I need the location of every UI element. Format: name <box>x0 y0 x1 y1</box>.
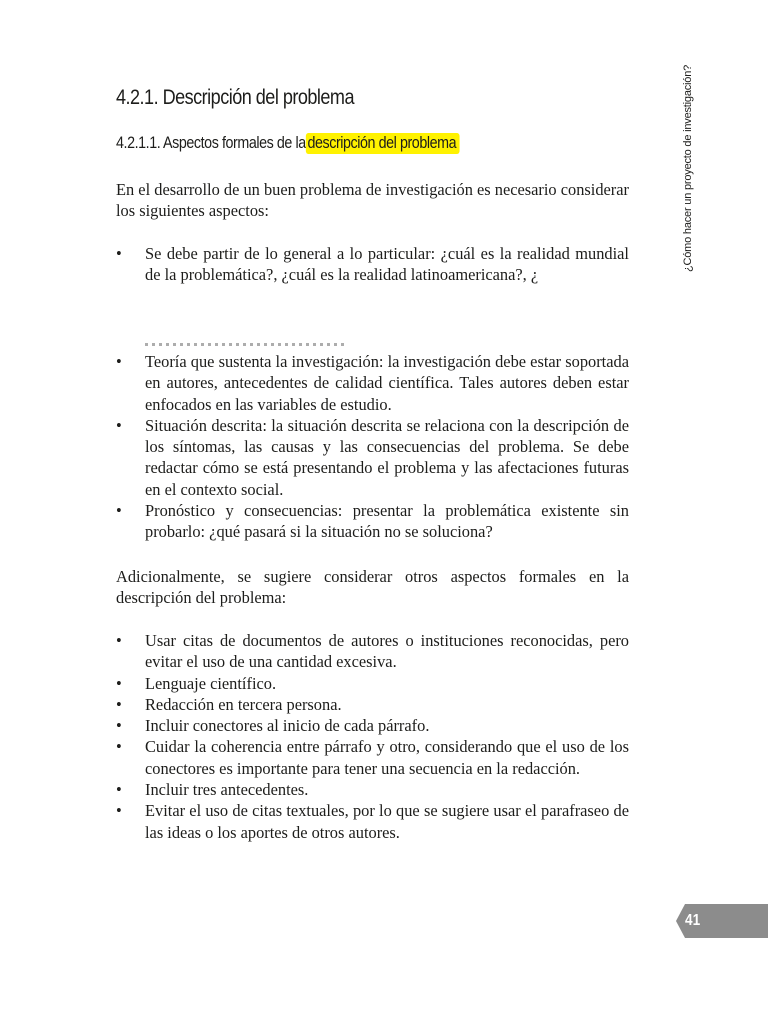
bullet-icon: • <box>116 352 122 371</box>
list-item <box>116 415 629 500</box>
list-item-text: Evitar el uso de citas textuales, por lo que se sugiere usar el parafraseo de las ideas o los aportes de otros autores. <box>145 801 629 842</box>
subsection-title <box>116 133 459 153</box>
additional-paragraph: Adicionalmente, se sugiere considerar otros aspectos formales en la descripción del problema: <box>116 567 629 608</box>
bullet-icon: • <box>116 737 122 757</box>
list-item <box>116 673 629 694</box>
list-item <box>116 243 629 286</box>
list-item <box>116 715 629 736</box>
list-item <box>116 800 629 843</box>
bullet-icon: • <box>116 780 122 800</box>
list-item <box>116 694 629 715</box>
highlighted-text: descripción del problema <box>306 133 460 154</box>
bullet-icon: • <box>116 501 122 521</box>
bullet-icon: • <box>116 673 122 693</box>
bullet-icon: • <box>116 631 122 650</box>
aspects-list <box>116 243 629 286</box>
bullet-icon: • <box>116 694 122 714</box>
bullet-icon: • <box>116 801 122 821</box>
list-item-text: Incluir tres antecedentes. <box>145 780 309 800</box>
bullet-icon: • <box>116 716 122 736</box>
section-title: 4.2.1. Descripción del problema <box>116 86 354 109</box>
list-item <box>116 351 629 415</box>
list-item-text: Pronóstico y consecuencias: presentar la problemática existente sin probarlo: ¿qué pasará si la situación no se soluciona? <box>145 501 629 542</box>
list-item-text: Teoría que sustenta la investigación: la investigación debe estar soportada en autores, antecedentes de calidad científica. Tales autores deben estar enfocados en las variables de estudio. <box>145 352 629 414</box>
page-number: 41 <box>685 912 701 929</box>
intro-paragraph: En el desarrollo de un buen problema de investigación es necesario considerar los siguientes aspectos: <box>116 180 629 221</box>
cropped-text-remnant <box>145 343 345 346</box>
list-item-text: Cuidar la coherencia entre párrafo y otro, considerando que el uso de los conectores es importante para tener una secuencia en la redacción. <box>145 737 629 778</box>
bullet-icon: • <box>116 244 122 263</box>
running-head: ¿Cómo hacer un proyecto de investigación? <box>682 64 694 272</box>
list-item <box>116 779 629 800</box>
list-item <box>116 630 629 673</box>
subsection-title-prefix: 4.2.1.1. Aspectos formales de la <box>116 133 306 152</box>
list-item-text: Redacción en tercera persona. <box>145 694 342 714</box>
list-item <box>116 736 629 779</box>
list-item-text: Lenguaje científico. <box>145 673 277 693</box>
formal-aspects-list <box>116 630 629 843</box>
list-item-text: Usar citas de documentos de autores o instituciones reconocidas, pero evitar el uso de una cantidad excesiva. <box>145 631 629 672</box>
list-item-text: Se debe partir de lo general a lo particular: ¿cuál es la realidad mundial de la problemática?, ¿cuál es la realidad latinoamericana?, ¿ <box>145 244 629 285</box>
list-item-text: Incluir conectores al inicio de cada párrafo. <box>145 716 430 736</box>
aspects-list-continued <box>116 351 629 543</box>
list-item-text: Situación descrita: la situación descrita se relaciona con la descripción de los síntomas, las causas y las consecuencias del problema. Se debe redactar cómo se está presentando el problema y las afectaciones futuras en el contexto social. <box>145 415 629 499</box>
bullet-icon: • <box>116 415 122 435</box>
list-item <box>116 500 629 543</box>
